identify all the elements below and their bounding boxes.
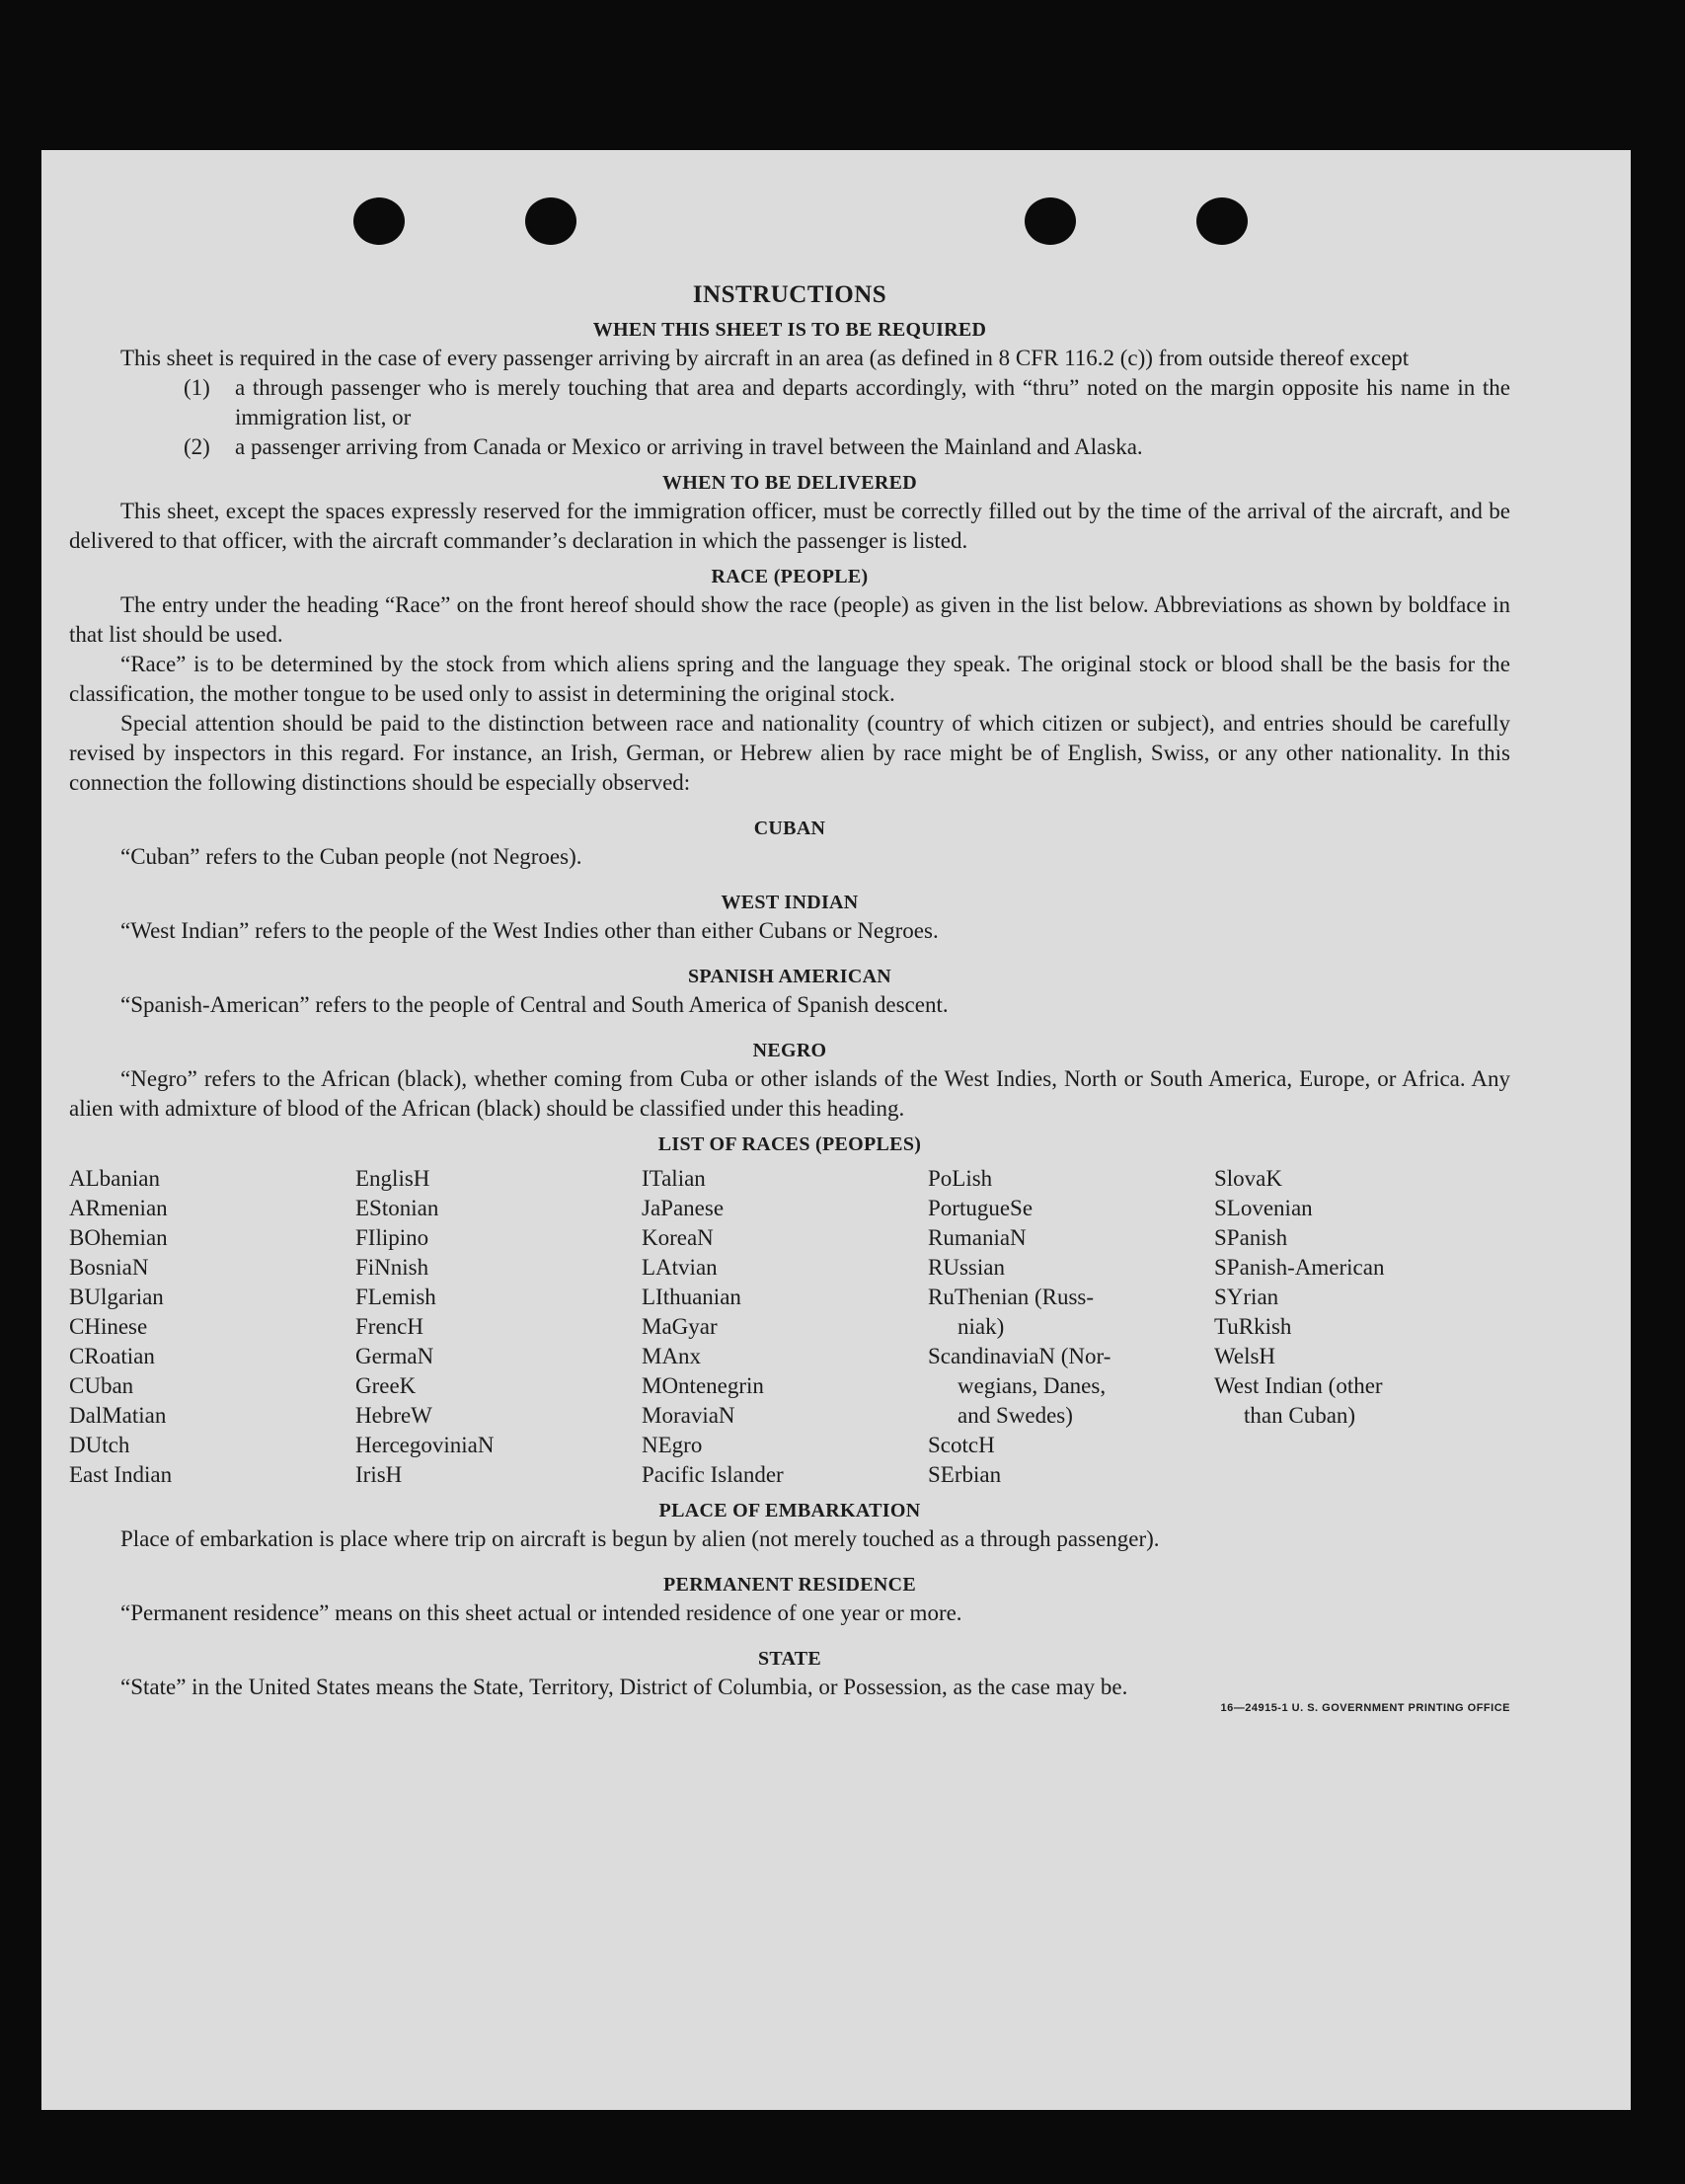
- race-entry: CRoatian: [69, 1344, 155, 1368]
- race-column: [69, 1164, 355, 1490]
- race-entry: DalMatian: [69, 1403, 167, 1428]
- race-entry: MAnx: [642, 1344, 702, 1368]
- paragraph: “Race” is to be determined by the stock from which aliens spring and the language they speak. The original stock or blood shall be the basis for the classification, the mother tongue to be used only to assist in determining the original stock.: [69, 652, 1510, 706]
- race-entry: ARmenian: [69, 1196, 168, 1220]
- race-entry: FLemish: [355, 1285, 436, 1309]
- printing-office-code: 16—24915-1 U. S. GOVERNMENT PRINTING OFFICE: [1220, 1702, 1510, 1714]
- race-entry: HebreW: [355, 1403, 432, 1428]
- race-entry: TuRkish: [1214, 1314, 1292, 1339]
- race-entry: MOntenegrin: [642, 1373, 764, 1398]
- section-heading: PERMANENT RESIDENCE: [663, 1574, 916, 1596]
- race-entry: RUssian: [928, 1255, 1005, 1280]
- race-entry: BUlgarian: [69, 1285, 164, 1309]
- race-entry: BosniaN: [69, 1255, 149, 1280]
- race-entry: FrencH: [355, 1314, 423, 1339]
- race-entry: HercegoviniaN: [355, 1433, 495, 1457]
- race-entry: and Swedes): [957, 1403, 1073, 1428]
- section-heading: NEGRO: [752, 1040, 827, 1061]
- race-entry: RumaniaN: [928, 1225, 1027, 1250]
- punch-hole: [525, 197, 576, 245]
- race-entry: FiNnish: [355, 1255, 429, 1280]
- race-entry: than Cuban): [1244, 1403, 1356, 1428]
- race-entry: SPanish: [1214, 1225, 1288, 1250]
- sheet-content: [69, 281, 1510, 1714]
- race-entry: ALbanian: [69, 1166, 160, 1191]
- race-entry: Pacific Islander: [642, 1462, 784, 1487]
- paragraph: Special attention should be paid to the distinction between race and nationality (country of which citizen or subject), and entries should be carefully revised by inspectors in this regard. For instance, an Irish, German, or Hebrew alien by race might be of English, Swiss, or any other nationality. In this connection the following distinctions should be especially observed:: [69, 711, 1510, 795]
- race-entry: SPanish-American: [1214, 1255, 1385, 1280]
- page-title: INSTRUCTIONS: [692, 281, 887, 308]
- race-entry: IrisH: [355, 1462, 403, 1487]
- race-entry: PoLish: [928, 1166, 993, 1191]
- race-entry: LIthuanian: [642, 1285, 741, 1309]
- race-entry: CUban: [69, 1373, 134, 1398]
- punch-hole: [1196, 197, 1248, 245]
- item-number: (2): [184, 434, 210, 459]
- race-column: [1214, 1164, 1471, 1490]
- item-number: (1): [184, 375, 210, 400]
- race-entry: LAtvian: [642, 1255, 718, 1280]
- paragraph: “Cuban” refers to the Cuban people (not Negroes).: [120, 844, 582, 869]
- race-entry: MoraviaN: [642, 1403, 735, 1428]
- race-entry: SLovenian: [1214, 1196, 1313, 1220]
- race-column: [642, 1164, 928, 1490]
- race-entry: NEgro: [642, 1433, 703, 1457]
- race-entry: DUtch: [69, 1433, 130, 1457]
- race-entry: KoreaN: [642, 1225, 714, 1250]
- paragraph: “Permanent residence” means on this sheet actual or intended residence of one year or more.: [120, 1600, 962, 1625]
- race-column: [355, 1164, 642, 1490]
- paragraph: This sheet is required in the case of every passenger arriving by aircraft in an area (as defined in 8 CFR 116.2 (c)) from outside thereof except: [120, 346, 1410, 370]
- item-text: a through passenger who is merely touching that area and departs accordingly, with “thru” noted on the margin opposite his name in the immigration list, or: [235, 375, 1510, 429]
- section-heading: WHEN TO BE DELIVERED: [661, 472, 918, 494]
- races-list: [69, 1164, 1510, 1490]
- section-heading: STATE: [757, 1648, 822, 1670]
- race-entry: SYrian: [1214, 1285, 1279, 1309]
- list-item: [69, 373, 1510, 432]
- list-item: [69, 432, 1510, 462]
- instruction-sheet: [41, 150, 1631, 2110]
- paragraph: “State” in the United States means the State, Territory, District of Columbia, or Possession, as the case may be.: [120, 1675, 1128, 1699]
- race-entry: SErbian: [928, 1462, 1002, 1487]
- paragraph: The entry under the heading “Race” on the front hereof should show the race (people) as given in the list below. Abbreviations as shown by boldface in that list should be used.: [69, 592, 1510, 647]
- race-entry: JaPanese: [642, 1196, 725, 1220]
- race-entry: EnglisH: [355, 1166, 430, 1191]
- section-heading: WEST INDIAN: [721, 892, 859, 913]
- paragraph: “West Indian” refers to the people of the West Indies other than either Cubans or Negroes.: [120, 918, 939, 943]
- section-heading: SPANISH AMERICAN: [687, 966, 892, 987]
- race-entry: GreeK: [355, 1373, 417, 1398]
- race-entry: ScandinaviaN (Nor-: [928, 1344, 1111, 1368]
- section-heading: CUBAN: [753, 818, 826, 839]
- race-entry: SlovaK: [1214, 1166, 1282, 1191]
- race-entry: niak): [957, 1314, 1005, 1339]
- race-column: [928, 1164, 1214, 1490]
- paragraph: Place of embarkation is place where trip on aircraft is begun by alien (not merely touched as a through passenger).: [120, 1526, 1160, 1551]
- race-entry: East Indian: [69, 1462, 173, 1487]
- races-heading: LIST OF RACES (PEOPLES): [657, 1133, 922, 1155]
- punch-hole: [353, 197, 405, 245]
- paragraph: This sheet, except the spaces expressly reserved for the immigration officer, must be correctly filled out by the time of the arrival of the aircraft, and be delivered to that officer, with the aircraft commander’s declaration in which the passenger is listed.: [69, 499, 1510, 553]
- punch-hole: [1025, 197, 1076, 245]
- race-entry: GermaN: [355, 1344, 434, 1368]
- paragraph: “Negro” refers to the African (black), whether coming from Cuba or other islands of the West Indies, North or South America, Europe, or Africa. Any alien with admixture of blood of the African (black) should be classified under this heading.: [69, 1066, 1510, 1121]
- race-entry: wegians, Danes,: [957, 1373, 1107, 1398]
- section-heading: PLACE OF EMBARKATION: [658, 1500, 921, 1521]
- paragraph: “Spanish-American” refers to the people of Central and South America of Spanish descent.: [120, 992, 949, 1017]
- race-entry: RuThenian (Russ-: [928, 1285, 1095, 1309]
- race-entry: CHinese: [69, 1314, 148, 1339]
- race-entry: ScotcH: [928, 1433, 995, 1457]
- race-entry: BOhemian: [69, 1225, 168, 1250]
- footer-row: [69, 1702, 1510, 1714]
- race-entry: West Indian (other: [1214, 1373, 1383, 1398]
- section-heading: WHEN THIS SHEET IS TO BE REQUIRED: [592, 319, 987, 341]
- race-entry: MaGyar: [642, 1314, 718, 1339]
- section-heading: RACE (PEOPLE): [711, 566, 869, 587]
- race-entry: EStonian: [355, 1196, 439, 1220]
- race-entry: PortugueSe: [928, 1196, 1034, 1220]
- race-entry: FIlipino: [355, 1225, 429, 1250]
- item-text: a passenger arriving from Canada or Mexico or arriving in travel between the Mainland and Alaska.: [235, 434, 1143, 459]
- race-entry: WelsH: [1214, 1344, 1276, 1368]
- race-entry: ITalian: [642, 1166, 706, 1191]
